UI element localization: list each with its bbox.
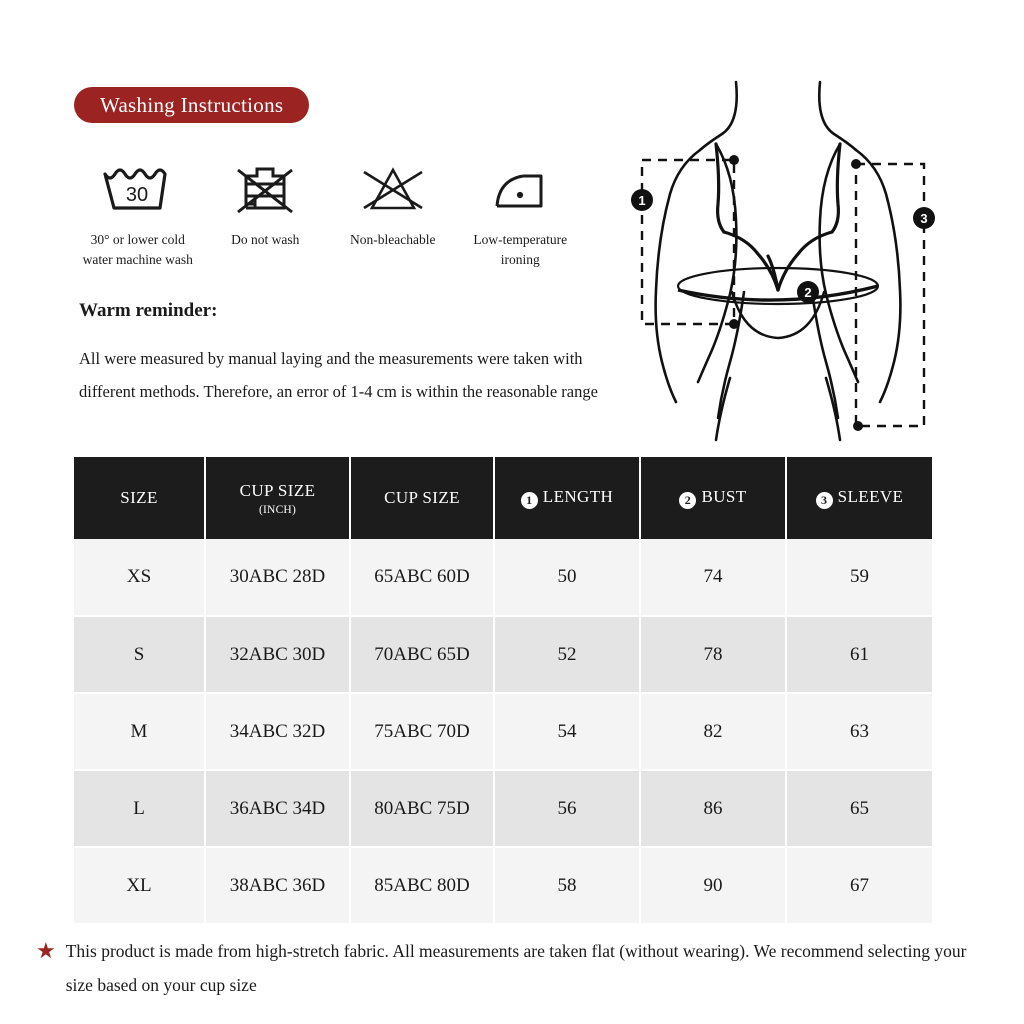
bust-number-badge: 2 — [679, 492, 696, 509]
cell-length: 58 — [494, 847, 640, 924]
cell-bust: 90 — [640, 847, 786, 924]
size-chart-table — [74, 457, 932, 925]
cell-cup-size: 80ABC 75D — [350, 770, 494, 847]
care-label-non-bleach: Non-bleachable — [350, 232, 436, 247]
table-row — [74, 616, 932, 693]
care-instructions-row — [74, 160, 584, 269]
svg-text:2: 2 — [804, 285, 812, 300]
col-header-size-label: SIZE — [120, 488, 158, 507]
cell-size: XL — [74, 847, 205, 924]
cell-size: L — [74, 770, 205, 847]
care-item-do-not-wash — [202, 160, 330, 250]
col-header-cup-size — [350, 457, 494, 539]
col-header-cup-size-inch-sub: (INCH) — [259, 503, 296, 516]
cell-bust: 82 — [640, 693, 786, 770]
body-measurement-diagram — [612, 78, 972, 458]
care-item-non-bleach — [329, 160, 457, 250]
footnote-text: This product is made from high-stretch fabric. All measurements are taken flat (without wearing). We recommend selecting your size based on your cup size — [65, 941, 967, 996]
washing-instructions-badge — [74, 87, 309, 123]
cell-length: 54 — [494, 693, 640, 770]
cell-length: 52 — [494, 616, 640, 693]
col-header-cup-size-label: CUP SIZE — [384, 488, 460, 507]
col-header-length-label: LENGTH — [542, 487, 614, 507]
cell-size: M — [74, 693, 205, 770]
sleeve-number-badge: 3 — [816, 492, 833, 509]
col-header-cup-size-inch — [205, 457, 350, 539]
cell-length: 56 — [494, 770, 640, 847]
cell-cup-size: 85ABC 80D — [350, 847, 494, 924]
diagram-marker-1 — [631, 189, 653, 211]
cell-cup-size: 75ABC 70D — [350, 693, 494, 770]
table-row — [74, 539, 932, 616]
cell-sleeve: 65 — [786, 770, 932, 847]
col-header-cup-size-inch-label: CUP SIZE — [239, 480, 316, 500]
svg-text:30: 30 — [125, 184, 148, 206]
care-item-low-iron — [457, 160, 585, 269]
table-header-row — [74, 457, 932, 539]
diagram-marker-2 — [797, 281, 819, 303]
cell-sleeve: 63 — [786, 693, 932, 770]
care-label-do-not-wash: Do not wash — [231, 232, 300, 247]
table-row — [74, 847, 932, 924]
star-icon: ★ — [36, 938, 56, 963]
diagram-marker-3 — [913, 207, 935, 229]
cell-sleeve: 67 — [786, 847, 932, 924]
washing-instructions-label: Washing Instructions — [100, 92, 284, 117]
cell-sleeve: 61 — [786, 616, 932, 693]
cell-sleeve: 59 — [786, 539, 932, 616]
svg-text:3: 3 — [920, 211, 928, 226]
cell-cup-size: 70ABC 65D — [350, 616, 494, 693]
cell-length: 50 — [494, 539, 640, 616]
footnote — [36, 934, 996, 1002]
cell-bust: 74 — [640, 539, 786, 616]
col-header-length — [494, 457, 640, 539]
col-header-bust — [640, 457, 786, 539]
col-header-size — [74, 457, 205, 539]
table-row — [74, 770, 932, 847]
svg-text:1: 1 — [638, 193, 646, 208]
size-table-body — [74, 539, 932, 924]
cell-bust: 78 — [640, 616, 786, 693]
wash-30-icon — [99, 160, 177, 220]
cell-size: S — [74, 616, 205, 693]
cell-cup-size-inch: 36ABC 34D — [205, 770, 350, 847]
low-iron-icon — [483, 160, 557, 220]
cell-cup-size-inch: 38ABC 36D — [205, 847, 350, 924]
warm-reminder-title: Warm reminder: — [79, 300, 218, 321]
care-item-machine-wash — [74, 160, 202, 269]
col-header-sleeve-label: SLEEVE — [837, 487, 904, 507]
cell-cup-size: 65ABC 60D — [350, 539, 494, 616]
col-header-sleeve — [786, 457, 932, 539]
col-header-bust-label: BUST — [701, 487, 747, 507]
non-bleach-icon — [354, 160, 432, 220]
cell-cup-size-inch: 32ABC 30D — [205, 616, 350, 693]
cell-bust: 86 — [640, 770, 786, 847]
warm-reminder-body: All were measured by manual laying and the measurements were taken with different methods. Therefore, an error of 1-4 cm is within the reasonable range — [79, 349, 598, 401]
cell-cup-size-inch: 30ABC 28D — [205, 539, 350, 616]
cell-size: XS — [74, 539, 205, 616]
table-row — [74, 693, 932, 770]
care-label-low-iron: Low-temperature ironing — [473, 232, 568, 267]
care-label-machine-wash: 30° or lower cold water machine wash — [82, 232, 193, 267]
length-number-badge: 1 — [521, 492, 538, 509]
do-not-wash-icon — [228, 160, 302, 220]
cell-cup-size-inch: 34ABC 32D — [205, 693, 350, 770]
